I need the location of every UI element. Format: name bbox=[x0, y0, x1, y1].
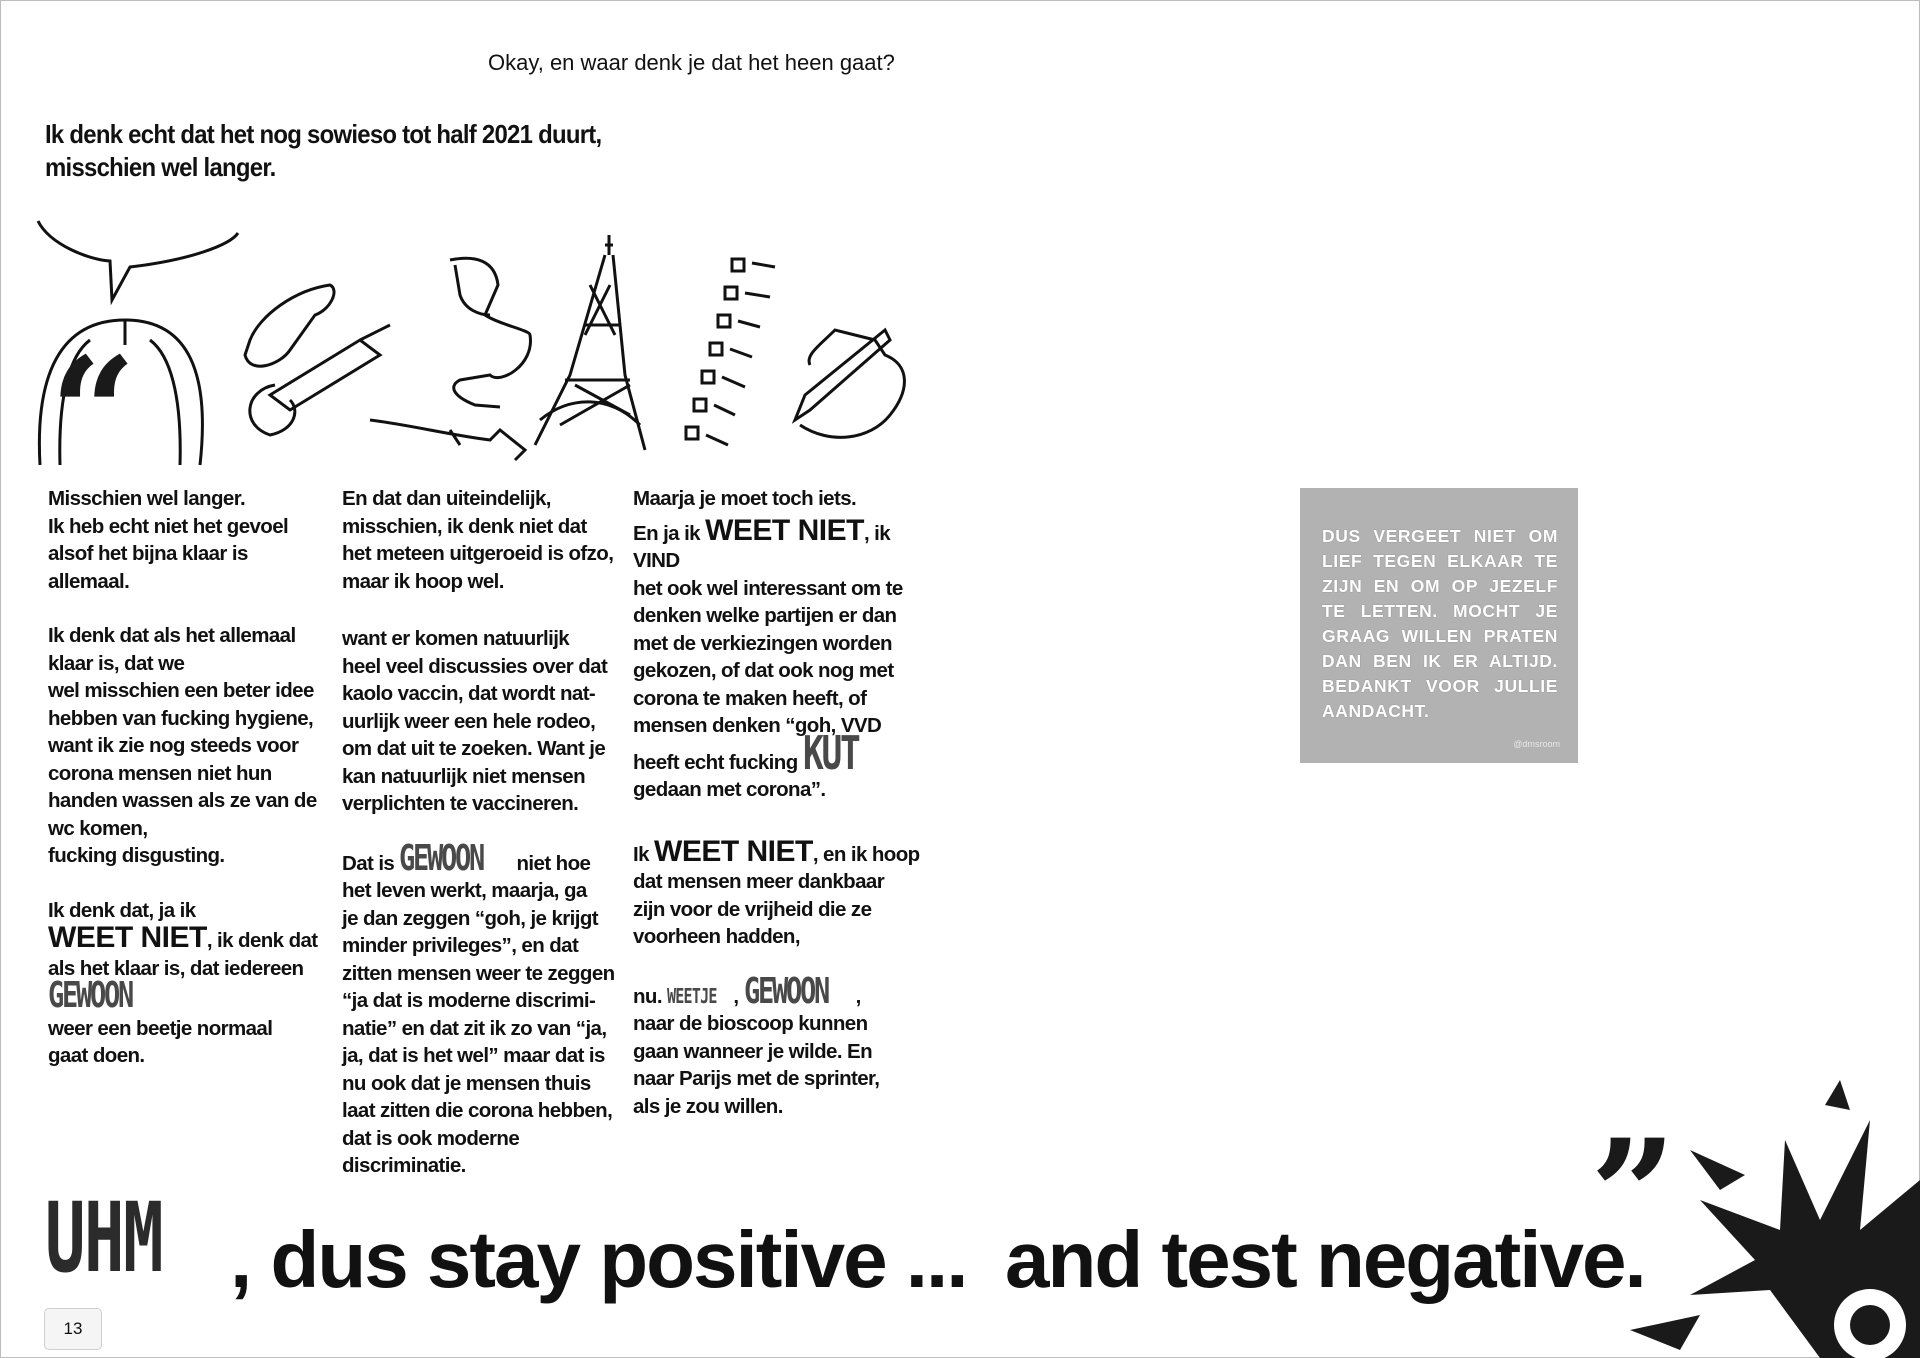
text-line: als het klaar is, dat iedereen bbox=[48, 956, 304, 980]
text-line: , ik VIND bbox=[633, 521, 891, 572]
text-line: heel veel discussies over dat bbox=[342, 654, 608, 678]
c3-paragraph-3 bbox=[633, 834, 923, 951]
text-line: het meteen uitgeroeid is ofzo, bbox=[342, 542, 614, 565]
text-line: En dat dan uiteindelijk, bbox=[342, 487, 551, 510]
closing-quote-icon: ” bbox=[1590, 1107, 1677, 1283]
text-line: corona te maken heeft, of bbox=[633, 686, 867, 710]
text-line: natie” en dat zit ik zo van “ja, bbox=[342, 1016, 607, 1040]
weet-niet-emphasis: WEET NIET bbox=[654, 834, 813, 868]
text-line: Ik heb echt niet het gevoel bbox=[48, 514, 289, 538]
text-line: gaat doen. bbox=[48, 1044, 145, 1067]
text-line: kaolo vaccin, dat wordt nat- bbox=[342, 682, 596, 705]
checklist-icon bbox=[686, 259, 775, 445]
weet-niet-emphasis: WEET NIET bbox=[705, 513, 864, 547]
text-line: nu ook dat je mensen thuis bbox=[342, 1071, 591, 1095]
text-line: kan natuurlijk niet mensen bbox=[342, 764, 585, 788]
c1-paragraph-3 bbox=[48, 897, 333, 1070]
page-number: 13 bbox=[44, 1308, 102, 1350]
eiffel-tower-icon bbox=[535, 235, 645, 450]
text-line: want er komen natuurlijk bbox=[342, 627, 570, 650]
writing-hand-icon bbox=[795, 330, 904, 437]
text-line: zitten mensen weer te zeggen bbox=[342, 961, 615, 985]
text-line: Ik denk dat, ja ik bbox=[48, 898, 196, 922]
text-line: weer een beetje normaal bbox=[48, 1016, 273, 1040]
c2-paragraph-2 bbox=[342, 625, 622, 818]
text-line: naar de bioscoop kunnen bbox=[633, 1012, 868, 1035]
illustration-strip bbox=[30, 215, 920, 470]
text-line: gaan wanneer je wilde. En bbox=[633, 1039, 873, 1063]
headline bbox=[45, 118, 643, 184]
text-line: voorheen hadden, bbox=[633, 925, 800, 948]
speech-bubble-icon bbox=[38, 221, 238, 300]
text-line: allemaal. bbox=[48, 569, 130, 593]
text-line: corona mensen niet hun bbox=[48, 761, 272, 785]
text-line: denken welke partijen er dan bbox=[633, 604, 897, 627]
text-line: , bbox=[733, 984, 739, 1008]
head-icon bbox=[39, 320, 202, 470]
text-line: klaar is, dat we bbox=[48, 651, 185, 675]
svg-text:“: “ bbox=[50, 325, 137, 470]
kut-grunge-word: KUT bbox=[802, 725, 859, 780]
text-line: als je zou willen. bbox=[633, 1094, 783, 1118]
syringe-icon bbox=[370, 420, 525, 460]
stay-positive-text: , dus stay positive ... bbox=[230, 1215, 967, 1304]
c2-paragraph-3 bbox=[342, 837, 622, 1180]
text-line: heeft echt fucking bbox=[633, 750, 798, 774]
text-line: om dat uit te zoeken. Want je bbox=[342, 737, 606, 760]
headline-line-1: Ik denk echt dat het nog sowieso tot half 2021 duurt, bbox=[45, 119, 602, 149]
text-line: wel misschien een beter idee bbox=[48, 679, 314, 702]
text-line: Ik denk dat als het allemaal bbox=[48, 624, 296, 647]
column-1 bbox=[48, 485, 333, 1097]
c3-paragraph-4 bbox=[633, 970, 923, 1121]
weetje-grunge-word: WEETJE bbox=[667, 983, 717, 1008]
text-line: gekozen, of dat ook nog met bbox=[633, 659, 894, 682]
column-2 bbox=[342, 485, 622, 1207]
text-line: het ook wel interessant om te bbox=[633, 576, 903, 600]
text-line: want ik zie nog steeds voor bbox=[48, 734, 299, 757]
text-line: Maarja je moet toch iets. bbox=[633, 487, 857, 510]
c3-paragraph-2 bbox=[633, 513, 923, 804]
gewoon-grunge-word: GEWOON bbox=[48, 975, 133, 1016]
ink-splash-icon bbox=[1570, 1080, 1920, 1358]
weet-niet-emphasis: WEET NIET bbox=[48, 921, 207, 954]
text-line: naar Parijs met de sprinter, bbox=[633, 1067, 880, 1090]
text-line: , bbox=[855, 984, 861, 1008]
text-line: fucking disgusting. bbox=[48, 844, 225, 867]
syringe-hand-icon bbox=[245, 285, 390, 435]
text-line: , ik denk dat bbox=[206, 929, 318, 952]
text-line: gedaan met corona”. bbox=[633, 778, 826, 801]
question-text: Okay, en waar denk je dat het heen gaat? bbox=[488, 50, 895, 75]
c3-paragraph-1 bbox=[633, 485, 923, 513]
text-line: laat zitten die corona hebben, bbox=[342, 1099, 613, 1122]
uhm-grunge-word: UHM bbox=[45, 1182, 163, 1294]
test-negative-text: and test negative. bbox=[1005, 1215, 1645, 1304]
text-line: dat mensen meer dankbaar bbox=[633, 870, 885, 893]
text-line: dat is ook moderne bbox=[342, 1126, 520, 1150]
text-line: niet hoe bbox=[516, 851, 591, 875]
text-line: verplichten te vaccineren. bbox=[342, 792, 579, 815]
toilet-icon bbox=[450, 258, 530, 407]
text-line: zijn voor de vrijheid die ze bbox=[633, 897, 872, 921]
text-line: “ja dat is moderne discrimi- bbox=[342, 989, 596, 1012]
text-line: met de verkiezingen worden bbox=[633, 631, 892, 655]
c1-paragraph-2 bbox=[48, 622, 333, 870]
gewoon-grunge-word: GEWOON bbox=[399, 837, 484, 879]
c2-paragraph-1 bbox=[342, 485, 622, 595]
text-line: het leven werkt, maarja, ga bbox=[342, 879, 587, 902]
text-line: nu. bbox=[633, 984, 662, 1008]
gewoon-grunge-word: GEWOON bbox=[743, 970, 828, 1012]
text-line: misschien, ik denk niet dat bbox=[342, 514, 587, 538]
closing-note-text: DUS VERGEET NIET OM LIEF TEGEN ELKAAR TE ZIJN EN OM OP JEZELF TE LETTEN. MOCHT JE GRAAG WILLEN PRATEN DAN BEN IK ER ALTIJD. BEDANKT VOOR JULLIE AANDACHT. bbox=[1322, 526, 1558, 721]
text-line: mensen denken “goh, VVD bbox=[633, 714, 882, 737]
text-line: En ja ik bbox=[633, 521, 700, 545]
text-line: handen wassen als ze van de bbox=[48, 789, 317, 812]
text-line: minder privileges”, en dat bbox=[342, 934, 579, 957]
text-line: Dat is bbox=[342, 851, 395, 875]
c1-paragraph-1 bbox=[48, 485, 333, 595]
text-line: discriminatie. bbox=[342, 1154, 466, 1177]
text-line: Ik bbox=[633, 842, 649, 866]
text-line: uurlijk weer een hele rodeo, bbox=[342, 709, 596, 733]
text-line: ja, dat is het wel” maar dat is bbox=[342, 1044, 605, 1067]
text-line: hebben van fucking hygiene, bbox=[48, 706, 314, 730]
text-line: alsof het bijna klaar is bbox=[48, 542, 248, 565]
text-line: maar ik hoop wel. bbox=[342, 569, 504, 593]
text-line: je dan zeggen “goh, je krijgt bbox=[342, 906, 598, 930]
author-handle: @dmsroom bbox=[1513, 739, 1560, 749]
text-line: Misschien wel langer. bbox=[48, 487, 246, 510]
text-line: , en ik hoop bbox=[812, 842, 920, 866]
headline-line-2: misschien wel langer. bbox=[45, 152, 276, 182]
column-3 bbox=[633, 485, 923, 1147]
closing-note-box bbox=[1300, 488, 1578, 763]
text-line: wc komen, bbox=[48, 816, 148, 840]
